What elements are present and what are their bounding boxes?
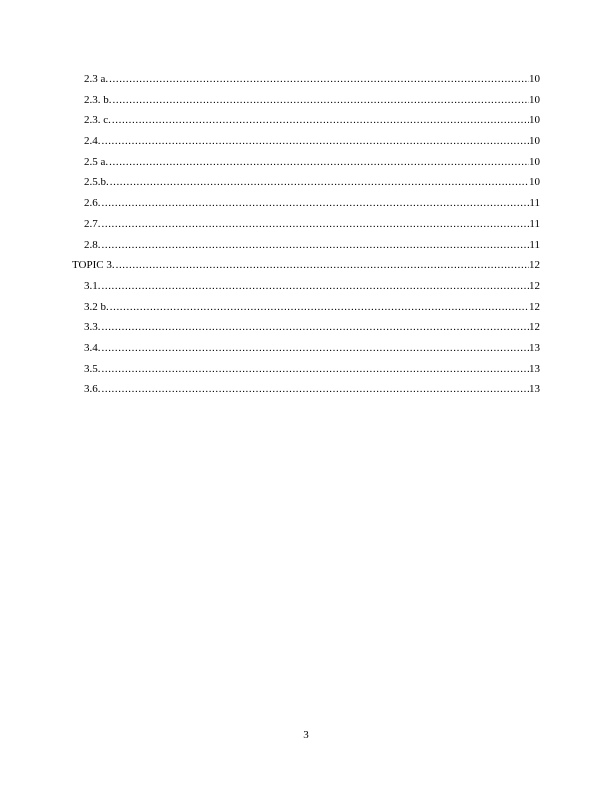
toc-dot-leader <box>113 90 530 111</box>
toc-entry-label: 2.5.b. <box>84 176 109 189</box>
toc-entry-label: 3.4. <box>84 341 101 354</box>
toc-entry-page: 13 <box>529 362 540 375</box>
toc-entry-page: 10 <box>529 155 540 168</box>
page-number: 3 <box>303 729 309 741</box>
toc-entry-page: 10 <box>529 93 540 106</box>
toc-entry-page: 12 <box>529 279 540 292</box>
toc-entry-page: 11 <box>529 197 540 210</box>
toc-entry-page: 10 <box>529 135 540 148</box>
toc-entry-page: 10 <box>529 73 540 85</box>
toc-entry-page: 10 <box>529 176 540 189</box>
toc-dot-leader <box>109 152 529 173</box>
toc-entry-label: 3.6. <box>84 383 101 396</box>
toc-entry-label: TOPIC 3. <box>72 259 115 272</box>
toc-dot-leader <box>102 317 530 338</box>
toc-entry[interactable] <box>72 172 540 193</box>
toc-entry[interactable] <box>72 276 540 297</box>
toc-entry[interactable] <box>72 152 540 173</box>
toc-dot-leader <box>102 214 530 235</box>
toc-entry-label: 3.5. <box>84 362 101 375</box>
toc-entry[interactable] <box>72 359 540 380</box>
toc-entry[interactable] <box>72 69 540 90</box>
toc-entry-label: 2.4. <box>84 135 101 148</box>
toc-entry-label: 3.3. <box>84 321 101 334</box>
toc-entry[interactable] <box>72 297 540 318</box>
toc-entry-label: 2.3 a. <box>84 73 109 85</box>
toc-entry[interactable] <box>72 90 540 111</box>
toc-entry-page: 12 <box>529 259 540 272</box>
toc-entry-page: 11 <box>529 238 540 251</box>
toc-entry-page: 12 <box>529 300 540 313</box>
toc-entry-label: 3.1. <box>84 279 101 292</box>
table-of-contents <box>72 69 540 400</box>
toc-entry[interactable] <box>72 235 540 256</box>
toc-dot-leader <box>102 131 530 152</box>
toc-dot-leader <box>110 297 529 318</box>
toc-dot-leader <box>102 379 530 400</box>
toc-dot-leader <box>109 69 529 90</box>
toc-dot-leader <box>102 276 530 297</box>
toc-entry-page: 11 <box>529 217 540 230</box>
toc-dot-leader <box>116 255 529 276</box>
toc-dot-leader <box>102 338 530 359</box>
toc-dot-leader <box>102 193 530 214</box>
toc-entry[interactable] <box>72 317 540 338</box>
toc-dot-leader <box>112 110 529 131</box>
toc-entry-label: 2.6. <box>84 197 101 210</box>
toc-dot-leader <box>110 172 529 193</box>
toc-entry-label: 2.8. <box>84 238 101 251</box>
toc-entry-page: 10 <box>529 114 540 127</box>
toc-entry-topic[interactable] <box>72 255 540 276</box>
toc-entry[interactable] <box>72 379 540 400</box>
toc-entry[interactable] <box>72 131 540 152</box>
toc-entry[interactable] <box>72 214 540 235</box>
toc-dot-leader <box>102 359 530 380</box>
toc-entry-page: 13 <box>529 341 540 354</box>
toc-entry-label: 2.7. <box>84 217 101 230</box>
toc-entry-label: 2.5 a. <box>84 155 109 168</box>
toc-entry-label: 2.3. c. <box>84 114 111 127</box>
toc-dot-leader <box>102 235 530 256</box>
toc-entry[interactable] <box>72 193 540 214</box>
toc-entry[interactable] <box>72 110 540 131</box>
toc-entry-label: 2.3. b. <box>84 93 112 106</box>
toc-entry-label: 3.2 b. <box>84 300 109 313</box>
toc-entry-page: 13 <box>529 383 540 396</box>
toc-entry-page: 12 <box>529 321 540 334</box>
toc-entry[interactable] <box>72 338 540 359</box>
